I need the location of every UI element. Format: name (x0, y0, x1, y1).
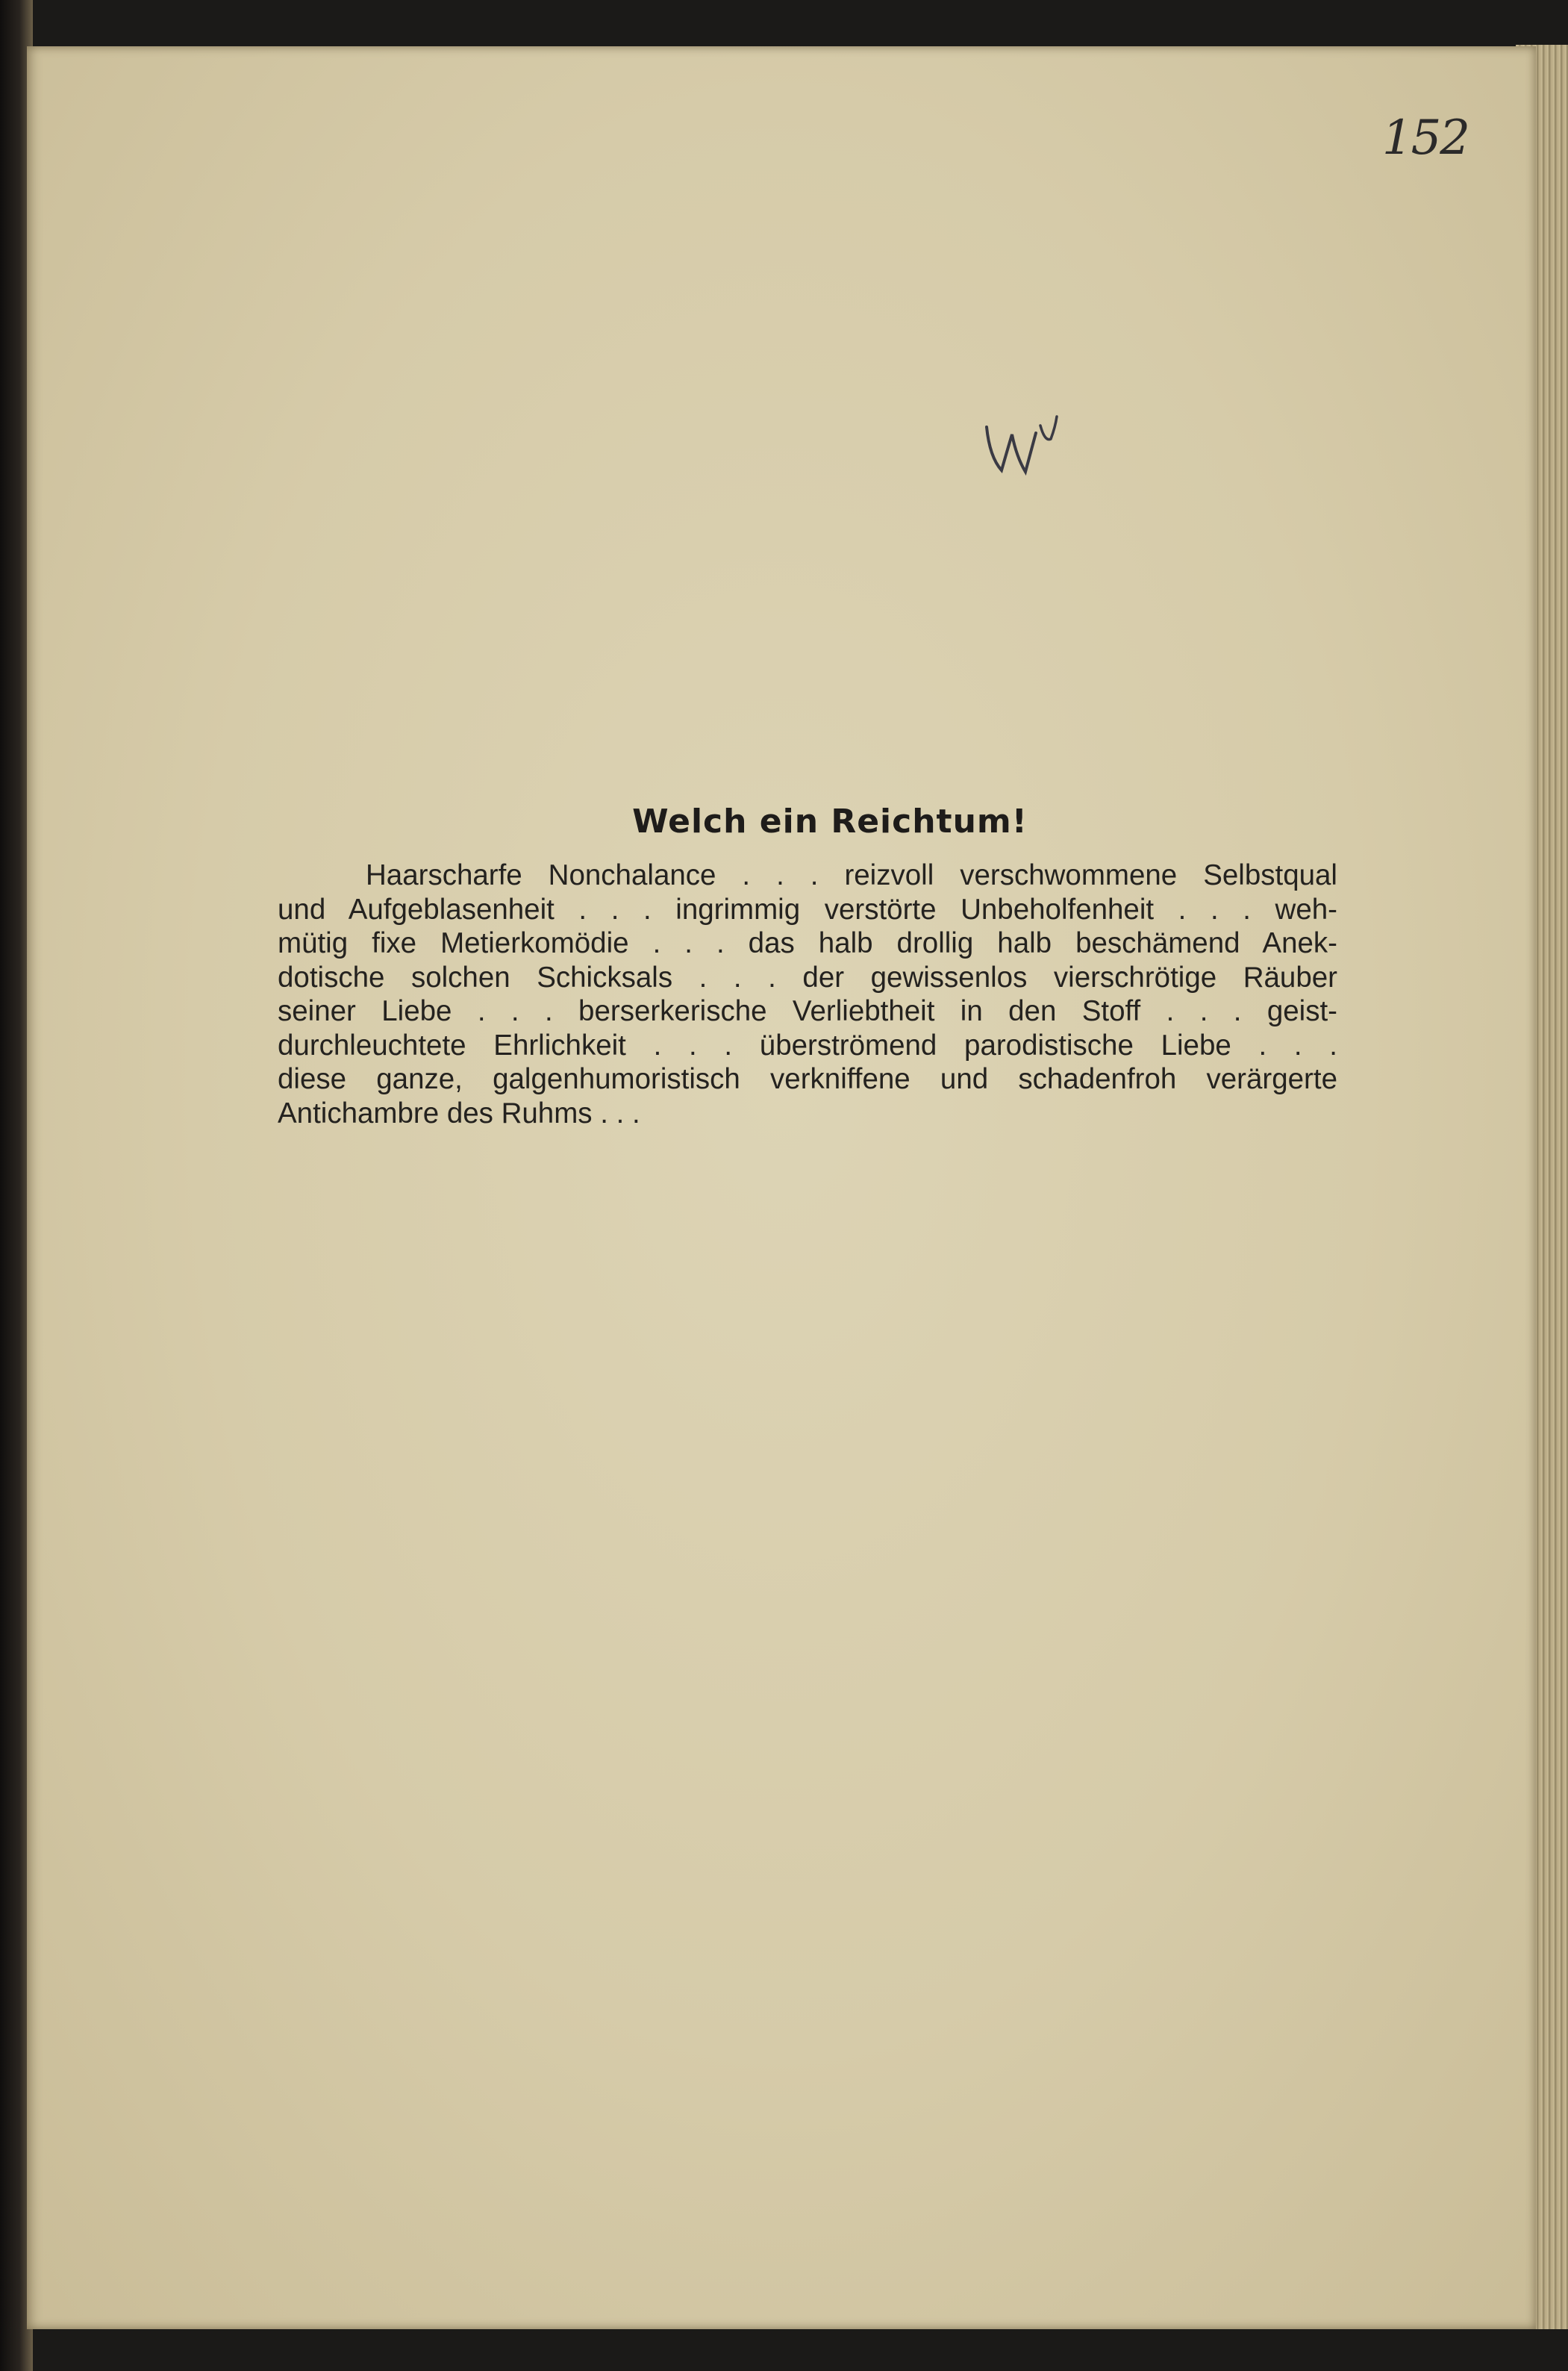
text-line: durchleuchtete Ehrlichkeit . . . überströmend parodistische Liebe . . . (278, 1029, 1337, 1062)
text-line: seiner Liebe . . . berserkerische Verliebtheit in den Stoff . . . geist- (278, 995, 1337, 1027)
text-line: diese ganze, galgenhumoristisch verkniffene und schadenfroh verärgerte (278, 1063, 1337, 1095)
text-line: und Aufgeblasenheit . . . ingrimmig verstörte Unbeholfenheit . . . weh- (278, 893, 1337, 926)
body-paragraph (278, 859, 1337, 1130)
text-block (278, 803, 1337, 1130)
page-number: 152 (1381, 110, 1469, 166)
book-page (27, 46, 1536, 2329)
page-title: Welch ein Reichtum! (632, 803, 1028, 841)
text-line: dotische solchen Schicksals . . . der gewissenlos vierschrötige Räuber (278, 961, 1337, 994)
text-line: Antichambre des Ruhms . . . (278, 1097, 640, 1130)
handwritten-mark (982, 412, 1079, 494)
text-line: Haarscharfe Nonchalance . . . reizvoll verschwommene Selbstqual (366, 859, 1337, 891)
text-line: mütig fixe Metierkomödie . . . das halb drollig halb beschämend Anek- (278, 927, 1337, 959)
